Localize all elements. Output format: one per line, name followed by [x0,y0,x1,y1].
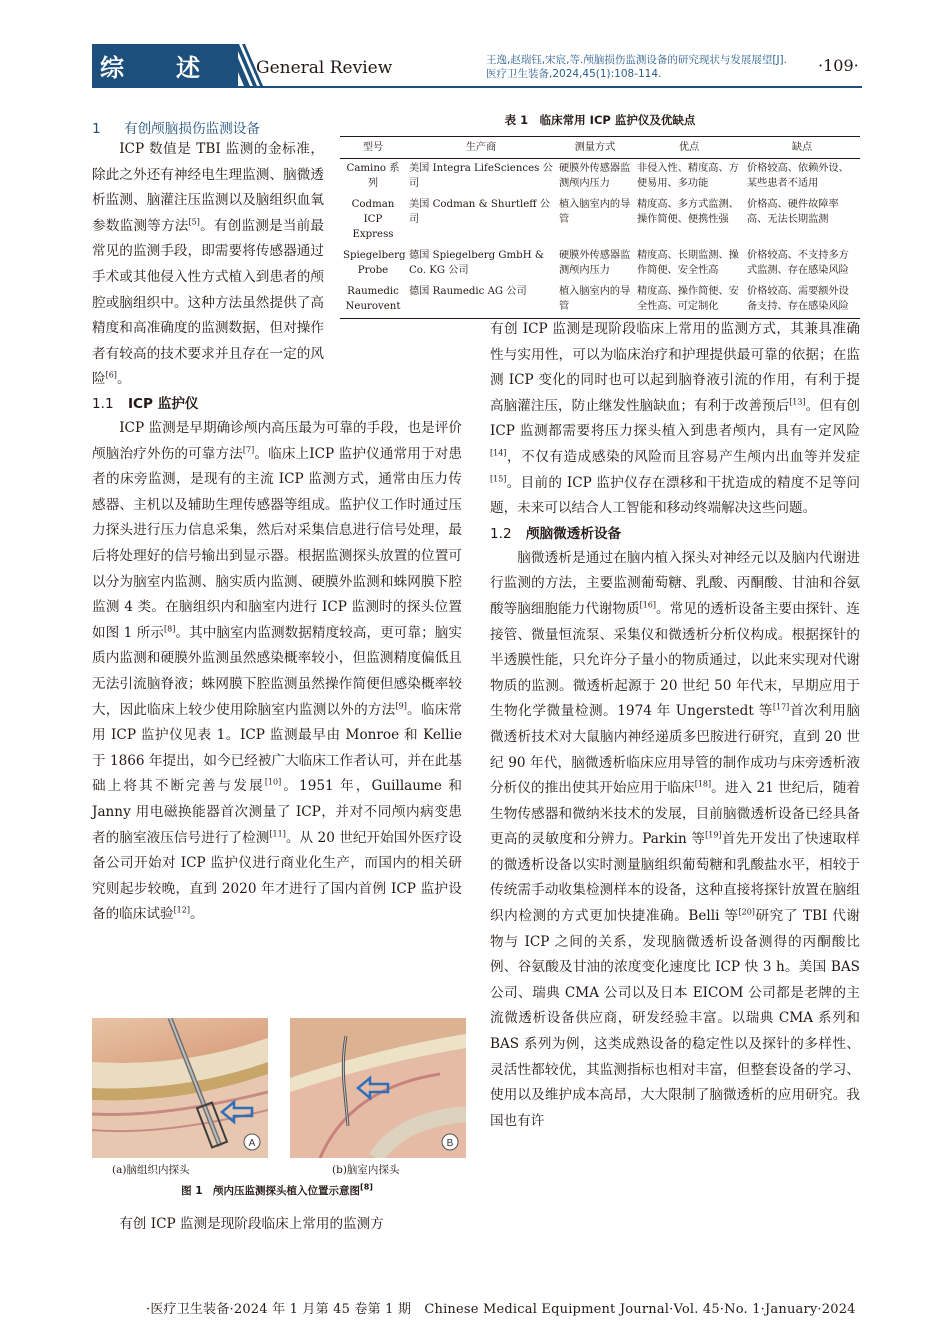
section-1-1-heading [92,392,462,416]
section-english: General Review [256,58,393,78]
paragraph-text: 。有创监测是当前最常见的监测手段，即需要将传感器通过手术或其他侵入性方式植入到患者的颅腔或脑组织中。这种方法虽然提供了高精度和高准确度的监测数据，但对操作者有较高的技术要求并且存在一定的风险 [92,217,325,388]
paragraph-text: ，不仅有造成感染的风险而且容易产生颅内出血等并发症 [506,448,860,465]
table-cell: 精度高、多方式监测、操作简便、便携性强 [637,199,739,225]
section-1-number: 1 [92,121,101,137]
paragraph-text: 。临床常用 ICP 监护仪见表 1。ICP 监测最早由 Monroe 和 Kellie 于 1866 年提出，如今已经被广大临床工作者认可，并在此基础上将其不断完善与发展 [92,701,463,795]
section-label-right: 述 [176,54,200,82]
section-1-1-number: 1.1 [92,396,114,412]
citation-ref: [12] [173,905,190,915]
paragraph-start: 有创 ICP 监测是现阶段临床上常用的监测方 [119,1216,384,1232]
left-column-bottom [92,1212,462,1238]
table-row [340,282,860,319]
table-cell: 硬膜外传感器监测颅内压力 [559,163,631,189]
table-header-row [340,137,860,159]
citation-ref: [16] [639,600,657,610]
citation-ref: [10] [264,777,282,787]
paragraph-text: 。从 20 世纪开始国外医疗设备公司开始对 ICP 监护仪进行商业化生产，而国内的相关研究则起步较晚，直到 2020 年才进行了国内首例 ICP 监护设备的临床试验 [92,829,462,923]
table-cell: 硬膜外传感器监测颅内压力 [559,250,631,276]
citation-ref: [13] [789,397,806,407]
page-number: ·109· [818,56,859,75]
citation [486,53,816,81]
table-cell: 价格较高、依赖外设、某些患者不适用 [747,163,849,189]
header-rule [92,86,862,88]
citation-ref: [20] [738,907,755,917]
table-header-cell: 测量方式 [556,137,634,159]
table-header-cell: 生产商 [406,137,556,159]
figure-1a-subcaption: (a)脑组织内探头 [112,1164,190,1176]
section-band [92,44,238,86]
paragraph-text: 首先开发出了快速取样的微透析设备以实时测量脑组织葡萄糖和乳酸盐水平，相较于传统需手动收集检测样本的设备，这种直接将探针放置在脑组织内检测的方式更加快捷准确。Belli 等 [490,831,860,925]
paragraph-text: 脑微透析是通过在脑内植入探头对神经元以及脑内代谢进行监测的方法，主要监测葡萄糖、乳酸、丙酮酸、甘油和谷氨酸等脑细胞能力代谢物质 [490,549,860,617]
paragraph-text: 。进入 21 世纪后，随着生物传感器和微纳米技术的发展，目前脑微透析设备已经具备更高的灵敏度和分辨力。Parkin 等 [490,780,860,848]
paragraph-text: 。目前的 ICP 监护仪存在漂移和干扰造成的精度不足等问题，未来可以结合人工智能和移动终端解决这些问题。 [490,474,860,517]
table-cell: 德国 Spiegelberg GmbH & Co. KG 公司 [409,250,544,276]
section-1-2-heading [490,522,860,546]
paragraph-text: 。常见的透析设备主要由探针、连接管、微量恒流泵、采集仪和微透析分析仪构成。根据探针的半透膜性能，只允许分子量小的物质通过，以此来实现对代谢物质的监测。微透析起源于 20 世纪 50 年代末，早期应用于生物化学微量检测。1974 年 Ungerstedt 等 [490,600,861,720]
table-cell: 植入脑室内的导管 [556,282,634,319]
table-header-cell: 型号 [340,137,406,159]
section-1-2-title: 颅脑微透析设备 [526,525,622,542]
figure-1b-image [290,1018,466,1158]
section-1-title: 有创颅脑损伤监测设备 [124,121,260,137]
citation-ref: [5] [188,217,200,227]
paragraph-text: 有创 ICP 监测是现阶段临床上常用的监测方式，其兼具准确性与实用性，可以为临床治疗和护理提供最可靠的依据；在监测 ICP 变化的同时也可以起到脑脊液引流的作用，有利于提高脑灌注压，防止继发性脑缺血；有利于改善预后 [490,321,860,414]
paragraph [92,416,462,928]
paragraph [92,137,324,393]
table-cell: Raumedic Neurovent [340,282,406,319]
paragraph-text: 。 [189,906,204,923]
table-1 [340,136,860,319]
journal-footer: ·医疗卫生装备·2024 年 1 月第 45 卷第 1 期 Chinese Medical Equipment Journal·Vol. 45·No. 1·January·2024 [146,1302,856,1317]
table-cell: 植入脑室内的导管 [559,199,631,225]
citation-ref: [8] [164,624,176,634]
paragraph [490,546,860,1135]
table-1-caption: 表 1 临床常用 ICP 监护仪及优缺点 [504,113,696,127]
paragraph-text: 。其中脑室内监测数据精度较高，更可靠；脑实质内监测和硬膜外监测虽然感染概率较小，但监测精度偏低且无法引流脑脊液；蛛网膜下腔监测虽然操作简便但感染概率较大，因此临床上较少使用除脑室内监测以外的方法 [92,624,463,718]
paragraph-text: ICP 监测是早期确诊颅内高压最为可靠的手段，也是评价颅脑治疗外伤的可靠方法 [92,420,462,462]
figure-1b-letter: B [446,1138,454,1149]
citation-ref: [17] [772,702,790,712]
paragraph-text: 。临床上ICP 监护仪通常用于对患者的床旁监测，是现有的主流 ICP 监测方式，通常由压力传感器、主机以及辅助生理传感器等组成。监护仪工作时通过压力探头进行压力信息采集，然后对采集信息进行信号处理，最后将处理好的信号输出到显示器。根据监测探头放置的位置可以分为脑室内监测、脑实质内监测、硬膜外监测和蛛网膜下腔监测 4 类。在脑组织内和脑室内进行 ICP 监测时的探头位置如图 1 所示 [92,445,462,641]
table-header-cell: 缺点 [744,137,860,159]
table-cell: 非侵入性、精度高、方便易用、多功能 [637,163,739,189]
table-row [340,195,860,246]
figure-1a-letter: A [248,1138,256,1149]
right-column [490,317,860,1134]
citation-ref: [11] [269,828,286,838]
citation-line-1: 王逸,赵瑞钰,宋宸,等.颅脑损伤监测设备的研究现状与发展展望[J]. [486,54,787,66]
table-header-cell: 优点 [634,137,744,159]
left-column [92,392,462,928]
section-1-heading [92,117,260,137]
table-row [340,159,860,196]
citation-ref: [15] [490,474,507,484]
citation-ref: [14] [490,448,507,458]
citation-ref: [7] [242,445,255,455]
citation-line-2: 医疗卫生装备,2024,45(1):108-114. [486,68,662,80]
table-cell: 美国 Codman & Shurtleff 公司 [409,199,550,225]
table-cell: 精度高、操作简便、安全性高、可定制化 [634,282,744,319]
table-cell: 价格高、硬件故障率高、无法长期监测 [747,199,839,225]
citation-ref: [6] [105,370,117,380]
table-cell: 价格较高、不支持多方式监测、存在感染风险 [747,250,849,276]
section-1-2-number: 1.2 [490,525,512,542]
figure-1-caption [92,1183,462,1198]
table-cell: 价格较高、需要额外设备支持、存在感染风险 [744,282,860,319]
figure-1a-image [92,1018,268,1158]
section-1-1-title: ICP 监护仪 [128,396,199,412]
paragraph-text: 。 [116,371,131,388]
table-row [340,246,860,282]
table-cell: Camino 系列 [346,163,400,189]
table-cell: 精度高、长期监测、操作简便、安全性高 [637,250,739,276]
paragraph-text: 。但有创 ICP 监测都需要将压力探头植入到患者颅内，具有一定风险 [490,397,861,440]
section-1-intro-narrow [92,137,324,393]
citation-ref: [9] [395,701,407,710]
paragraph-text: 研究了 TBI 代谢物与 ICP 之间的关系，发现脑微透析设备测得的丙酮酸比例、谷氨酸及甘油的浓度变化速度比 ICP 快 3 h。美国 BAS 公司、瑞典 CMA 公司以及日本 EICOM 公司都是老牌的主流微透析设备供应商，研发经验丰富。以瑞典 CMA 系列和 BAS 系列为例，这类成熟设备的稳定性以及探针的多样性、灵活性都较优，其监测指标也相对丰富，但整套设备的学习、使用以及维护成本高昂，大大限制了脑微透析的应用研究。我国也有许 [490,908,860,1129]
citation-ref: [19] [705,830,722,840]
citation-ref: [8] [360,1182,373,1192]
table-cell: Codman ICP Express [351,199,395,240]
table-cell: Spiegelberg Probe [343,250,406,276]
paragraph-continued [490,317,860,522]
paragraph-text: 首次利用脑微透析技术对大鼠脑内神经递质多巴胺进行研究，直到 20 世纪 90 年代，脑微透析临床应用导管的制作成功与床旁透析液分析仪的推出使其开始应用于临床 [490,703,861,797]
figure-caption-text: 图 1 颅内压监测探头植入位置示意图 [181,1185,361,1197]
table-cell: 美国 Integra LifeSciences 公司 [409,163,553,189]
paragraph-text: ICP 数值是 TBI 监测的金标准，除此之外还有神经电生理监测、脑微透析监测、脑灌注压监测以及脑组织血氧参数监测等方法 [92,141,324,234]
citation-ref: [18] [694,779,712,789]
section-label-left: 综 [100,54,126,82]
figure-1b-subcaption: (b)脑室内探头 [332,1164,400,1176]
table-cell: 德国 Raumedic AG 公司 [406,282,556,319]
paragraph-text: 。1951 年，Guillaume 和 Janny 用电磁换能器首次测量了 ICP，并对不同颅内病变患者的脑室液压信号进行了检测 [92,778,462,846]
